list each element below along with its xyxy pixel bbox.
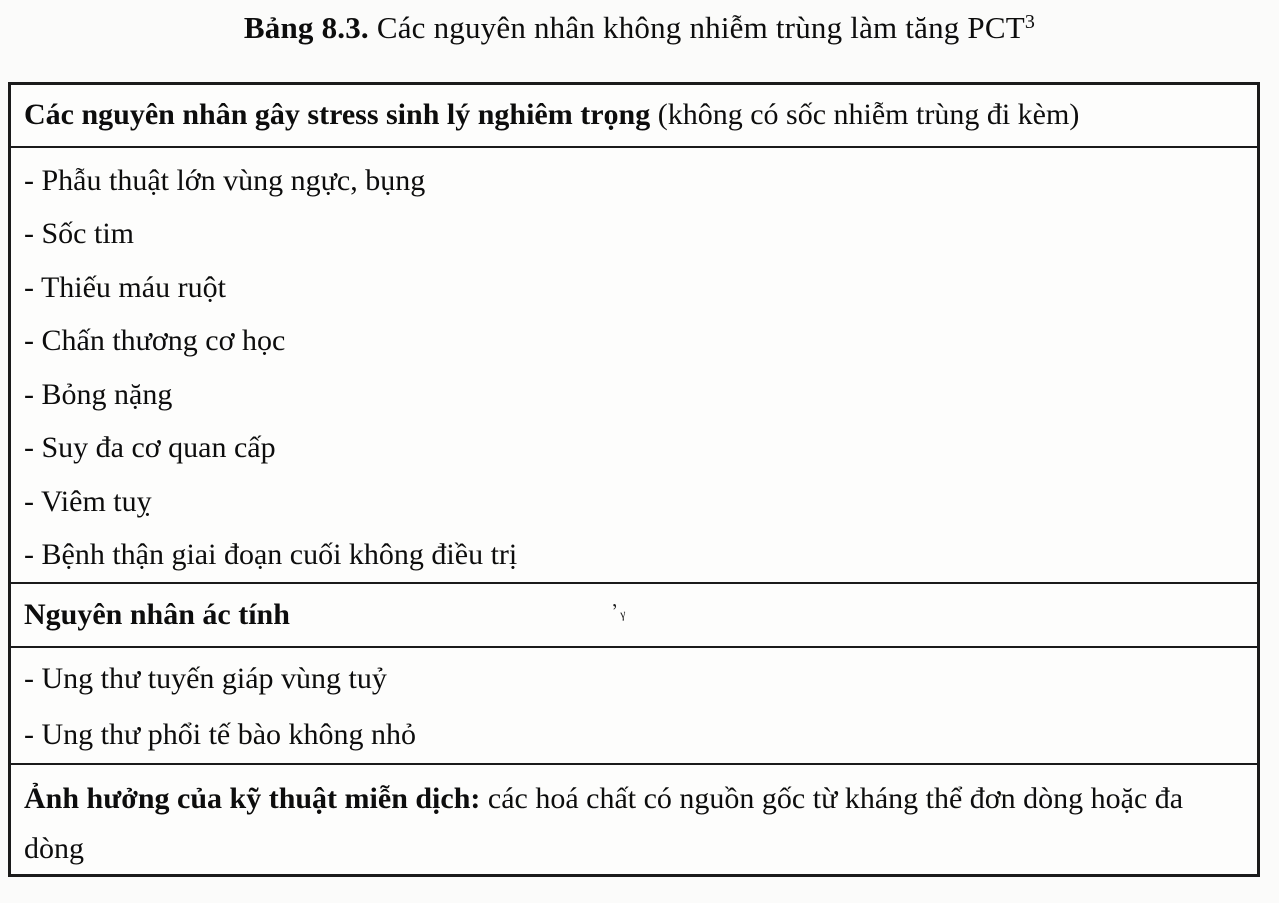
stress-heading-note: (không có sốc nhiễm trùng đi kèm) xyxy=(650,98,1080,132)
list-item: - Ung thư phổi tế bào không nhỏ xyxy=(24,718,417,751)
table-caption-text: Các nguyên nhân không nhiễm trùng làm tăng PCT xyxy=(368,10,1025,45)
immunoassay-note-text: các hoá chất có nguồn gốc từ kháng thể đơn dòng hoặc đa dòng xyxy=(24,782,1184,865)
stress-causes-list xyxy=(11,148,1257,584)
list-item: - Thiếu máu ruột xyxy=(24,270,226,304)
list-item: - Bệnh thận giai đoạn cuối không điều trị xyxy=(24,538,518,572)
table-caption-number: Bảng 8.3. xyxy=(243,10,369,45)
noninfectious-causes-table xyxy=(8,82,1260,877)
list-item: - Chấn thương cơ học xyxy=(24,324,286,358)
list-item: - Phẫu thuật lớn vùng ngực, bụng xyxy=(24,163,426,197)
list-item: - Viêm tuỵ xyxy=(24,484,152,518)
stress-heading-bold: Các nguyên nhân gây stress sinh lý nghiêm trọng xyxy=(24,98,651,132)
list-item: - Sốc tim xyxy=(24,217,134,251)
malignancy-heading-bold: Nguyên nhân ác tính xyxy=(24,597,290,631)
immunoassay-note-bold: Ảnh hưởng của kỹ thuật miễn dịch: xyxy=(24,782,481,815)
list-item: - Bỏng nặng xyxy=(24,377,173,411)
section-heading-malignancy xyxy=(11,584,1257,648)
malignancy-causes-list xyxy=(11,648,1257,765)
table-caption-superscript: 3 xyxy=(1024,11,1036,33)
section-heading-stress xyxy=(11,85,1257,148)
section-immunoassay-note xyxy=(11,765,1257,874)
table-caption xyxy=(0,10,1279,46)
list-item: - Ung thư tuyến giáp vùng tuỷ xyxy=(24,662,387,695)
list-item: - Suy đa cơ quan cấp xyxy=(24,431,276,465)
pen-mark-artifact: ’ᵧ xyxy=(608,595,630,624)
